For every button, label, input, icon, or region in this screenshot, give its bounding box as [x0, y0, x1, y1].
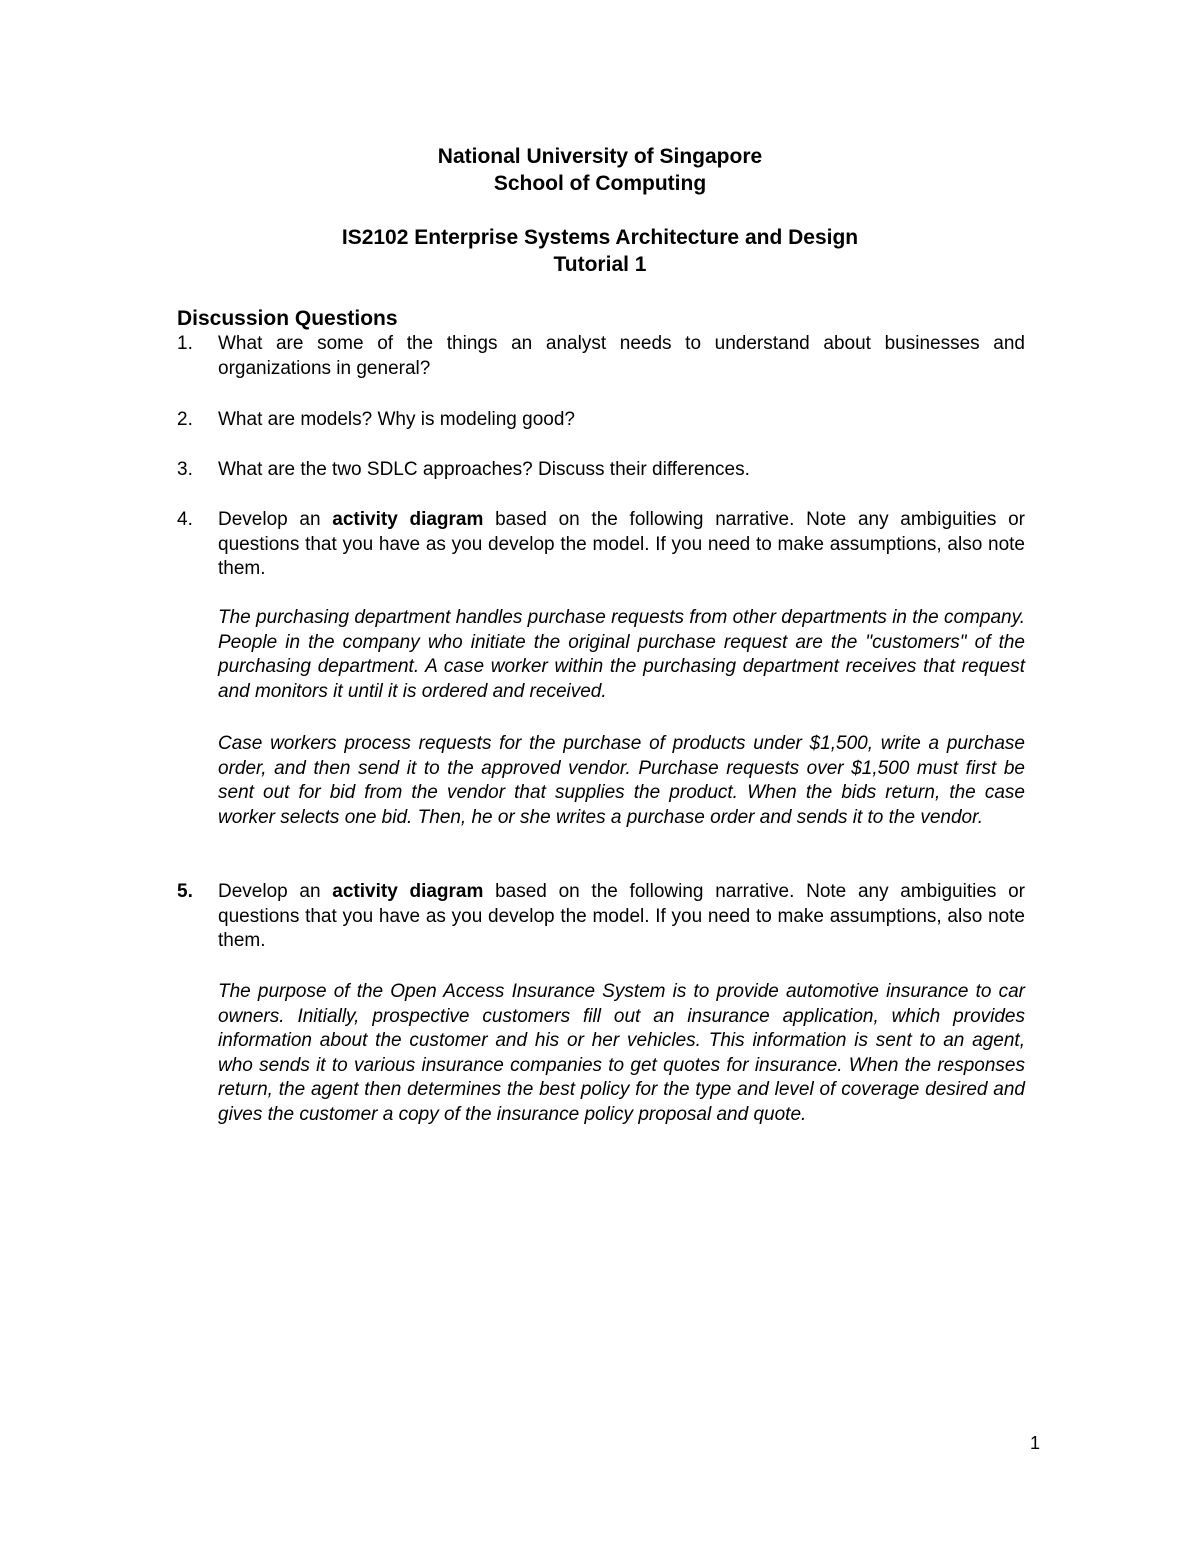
question-number: 3.: [177, 459, 193, 480]
question-5: [177, 880, 1025, 954]
question-text-start: Develop an: [218, 509, 333, 530]
question-text: What are models? Why is modeling good?: [218, 409, 575, 430]
narrative-paragraph: The purpose of the Open Access Insurance System is to provide automotive insurance to car owners. Initially, prospective customers fill out an insurance application, which provides information about the customer and his or her vehicles. This information is sent to an agent, who sends it to various insurance companies to get quotes for insurance. When the responses return, the agent then determines the best policy for the type and level of coverage desired and gives the customer a copy of the insurance policy proposal and quote.: [218, 981, 1025, 1125]
school-name: School of Computing: [493, 172, 707, 195]
question-number: 2.: [177, 409, 193, 430]
question-number: 4.: [177, 509, 193, 530]
question-emphasis: activity diagram: [332, 509, 484, 530]
question-text: [218, 880, 1025, 954]
question-number: 5.: [177, 881, 193, 902]
question-1: [177, 332, 1025, 381]
page-number: 1: [1029, 1433, 1040, 1453]
narrative-paragraph: Case workers process requests for the purchase of products under $1,500, write a purchase order, and then send it to the approved vendor. Purchase requests over $1,500 must first be sent out for bid from the vendor that supplies the product. When the bids return, the case worker selects one bid. Then, he or she writes a purchase order and sends it to the vendor.: [218, 733, 1025, 828]
course-title: IS2102 Enterprise Systems Architecture and Design: [341, 226, 859, 249]
narrative-paragraph: The purchasing department handles purchase requests from other departments in the company. People in the company who initiate the original purchase request are the "customers" of the purchasing department. A case worker within the purchasing department receives that request and monitors it until it is ordered and received.: [218, 607, 1025, 702]
question-text-end: based on the following narrative. Note any ambiguities or questions that you have as you develop the model. If you need to make assumptions, also note them.: [218, 509, 1026, 579]
question-3: [177, 458, 1025, 483]
university-name: National University of Singapore: [437, 145, 763, 168]
question-2: [177, 408, 1025, 433]
question-text: What are the two SDLC approaches? Discuss their differences.: [218, 459, 750, 480]
question-text-end: based on the following narrative. Note any ambiguities or questions that you have as you develop the model. If you need to make assumptions, also note them.: [218, 881, 1026, 951]
question-text: [218, 508, 1025, 582]
section-title: Discussion Questions: [177, 307, 398, 330]
question-4: [177, 508, 1025, 582]
question-text: What are some of the things an analyst needs to understand about businesses and organizations in general?: [218, 333, 1025, 379]
question-number: 1.: [177, 333, 193, 354]
question-emphasis: activity diagram: [332, 881, 484, 902]
tutorial-title: Tutorial 1: [553, 253, 647, 276]
question-text-start: Develop an: [218, 881, 333, 902]
